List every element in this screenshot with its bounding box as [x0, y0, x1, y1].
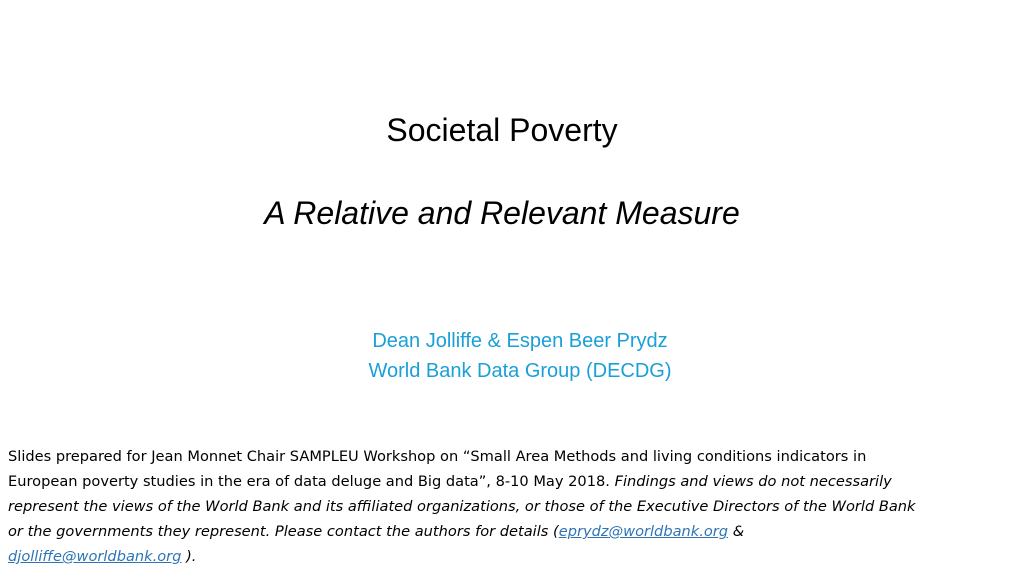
disclaimer-line-2-text: European poverty studies in the era of data deluge and Big data”, 8-10 May 2018. — [8, 473, 615, 490]
disclaimer-line-3 — [8, 494, 1008, 519]
disclaimer-ampersand: & — [728, 523, 745, 540]
disclaimer-line-5 — [8, 544, 1008, 569]
disclaimer-line-1: Slides prepared for Jean Monnet Chair SAMPLEU Workshop on “Small Area Methods and living conditions indicators in — [8, 448, 867, 465]
disclaimer-line-4 — [8, 519, 1008, 544]
disclaimer-line-4-italic: or the governments they represent. Please contact the authors for details ( — [8, 523, 559, 540]
disclaimer-line-2 — [8, 469, 1008, 494]
authors-block — [0, 326, 1024, 386]
email-link-eprydz[interactable]: eprydz@worldbank.org — [558, 523, 729, 540]
email-link-djolliffe[interactable]: djolliffe@worldbank.org — [8, 548, 182, 565]
disclaimer-line-3-italic: represent the views of the World Bank and its affiliated organizations, or those of the Executive Directors of the World Bank — [8, 498, 916, 515]
slide-subtitle: A Relative and Relevant Measure — [264, 195, 740, 231]
disclaimer-line-2-italic: Findings and views do not necessarily — [614, 473, 892, 490]
disclaimer-closing: ). — [181, 548, 197, 565]
slide-title: Societal Poverty — [386, 112, 618, 148]
author-affiliation: World Bank Data Group (DECDG) — [368, 360, 672, 382]
disclaimer — [8, 444, 1008, 569]
author-names: Dean Jolliffe & Espen Beer Prydz — [372, 330, 668, 352]
